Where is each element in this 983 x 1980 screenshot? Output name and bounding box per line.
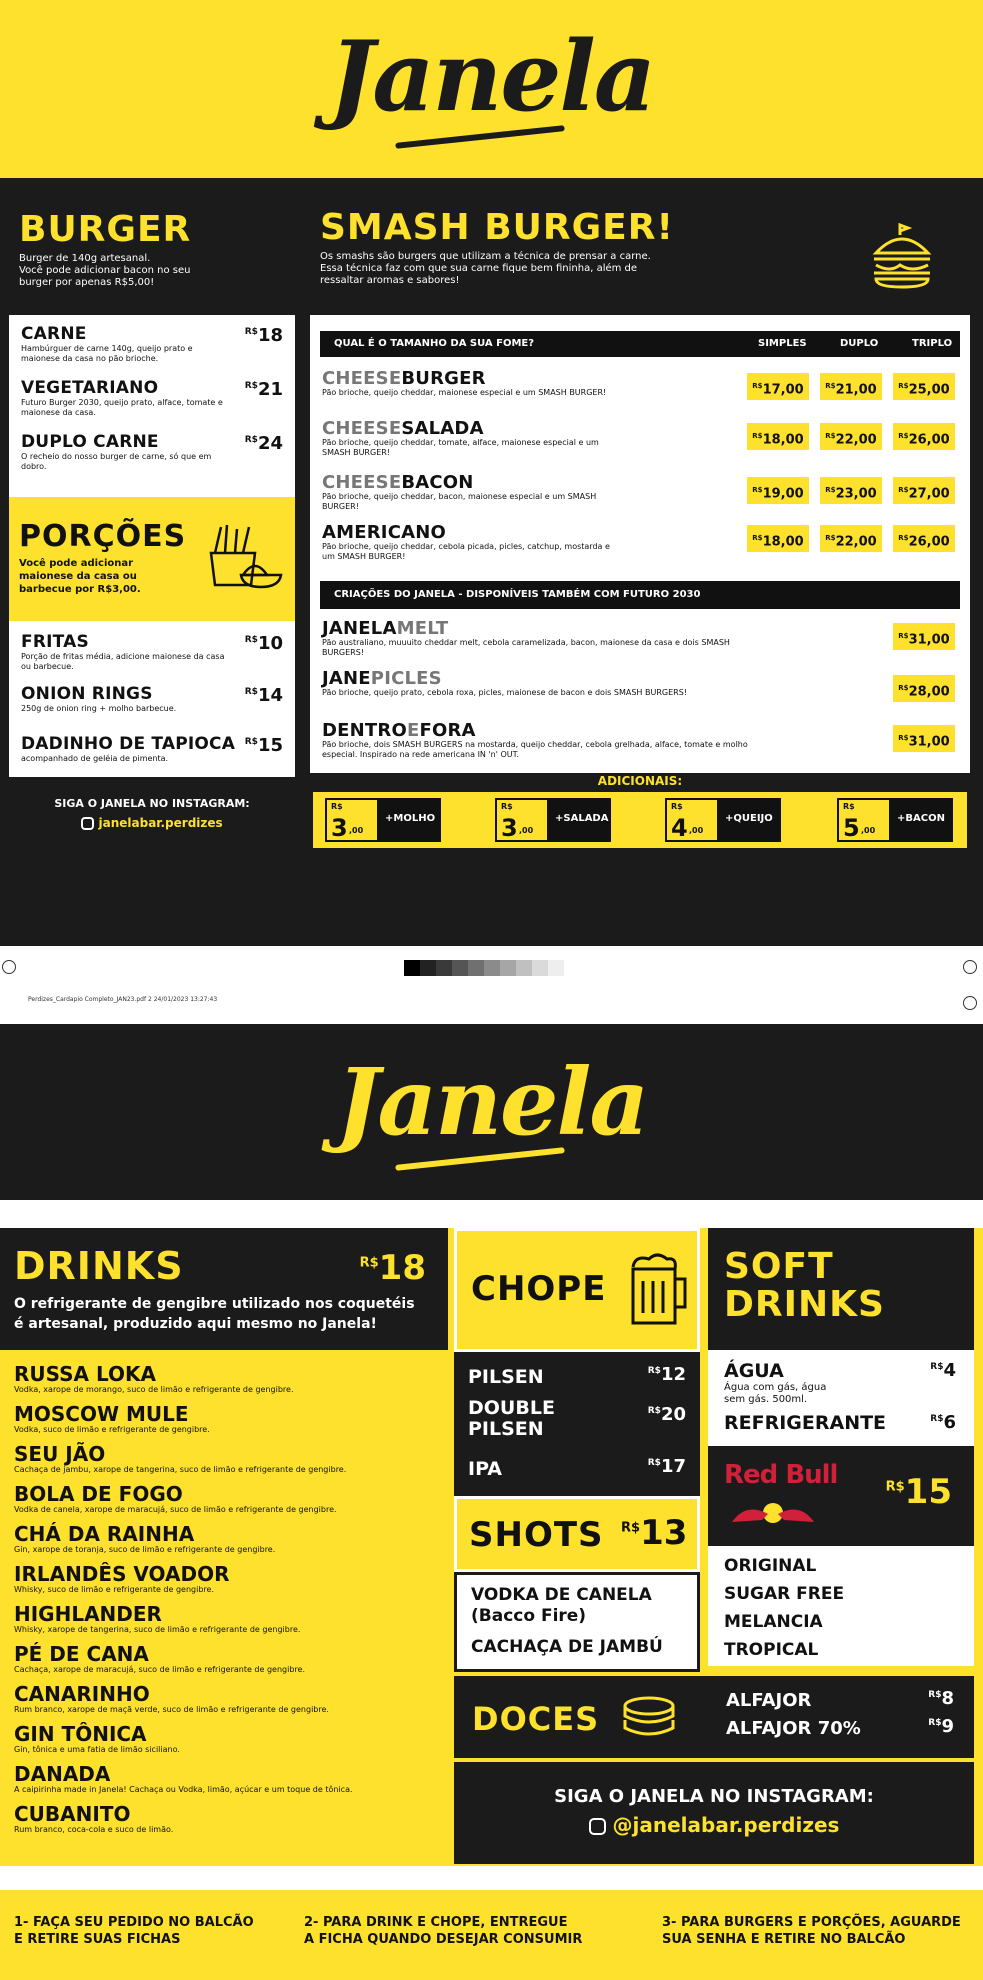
addon-molho: R$ 3 ,00 +MOLHO bbox=[325, 798, 441, 842]
price-triplo: $^{R\$}$25,00 bbox=[893, 373, 955, 400]
drinks-header bbox=[0, 1228, 448, 1350]
header-band bbox=[0, 0, 983, 178]
redbull-price: $^{R\$}$15 bbox=[885, 1472, 952, 1512]
soft-header bbox=[708, 1228, 974, 1350]
burger-desc-2: Você pode adicionar bacon no seu burger por apenas R$5,00! bbox=[19, 265, 191, 288]
header2-band bbox=[0, 1024, 983, 1200]
print-file-label: Perdizes_Cardapio Completo_JAN23.pdf 2 24/01/2023 13:27:43 bbox=[28, 996, 218, 1003]
instagram-icon bbox=[589, 1818, 606, 1835]
beer-mug-icon bbox=[627, 1251, 689, 1327]
color-swatches bbox=[404, 960, 564, 976]
instagram-label: SIGA O JANELA NO INSTAGRAM: bbox=[54, 797, 250, 810]
item-price: $^{R\$}$15 bbox=[244, 735, 283, 756]
chope-item-name: IPA bbox=[468, 1458, 502, 1480]
price-duplo: $^{R\$}$21,00 bbox=[820, 373, 882, 400]
burger-panel bbox=[9, 193, 295, 851]
step-2: 2- PARA DRINK E CHOPE, ENTREGUE A FICHA QUANDO DESEJAR CONSUMIR bbox=[304, 1915, 583, 1947]
smash-desc: Os smashs são burgers que utilizam a técnica de prensar a carne. Essa técnica faz com que sua carne fique bem fininha, além de ressaltar aromas e sabores! bbox=[320, 251, 651, 286]
chope-list bbox=[454, 1352, 700, 1496]
doces-title: DOCES bbox=[472, 1700, 600, 1738]
drink-item: GIN TÔNICA Gin, tônica e uma fatia de limão siciliano. bbox=[14, 1722, 180, 1754]
burger-title: BURGER bbox=[19, 209, 192, 250]
price-duplo: $^{R\$}$23,00 bbox=[820, 477, 882, 504]
drink-item: CHÁ DA RAINHA Gin, xarope de toranja, suco de limão e refrigerante de gengibre. bbox=[14, 1522, 276, 1554]
gap-band-2 bbox=[0, 1866, 983, 1890]
size-header-bar bbox=[320, 331, 960, 357]
price-janelamelt: $^{R\$}$31,00 bbox=[893, 623, 955, 650]
chope-item-price: $^{R\$}$17 bbox=[647, 1456, 686, 1477]
bleed-band bbox=[0, 866, 983, 946]
redbull-flavors bbox=[708, 1546, 974, 1666]
shots-price: $^{R\$}$13 bbox=[621, 1513, 688, 1553]
smash-panel bbox=[310, 193, 970, 851]
shot-item: CACHAÇA DE JAMBÚ bbox=[471, 1637, 663, 1657]
registration-mark-icon bbox=[963, 960, 977, 974]
chope-item-price: $^{R\$}$20 bbox=[647, 1404, 686, 1425]
soft-title: SOFT DRINKS bbox=[724, 1246, 885, 1325]
burger-icon bbox=[870, 221, 934, 291]
adicionais-label: ADICIONAIS: bbox=[310, 773, 970, 789]
doce-item-name: ALFAJOR 70% bbox=[726, 1718, 861, 1739]
chope-item-price: $^{R\$}$12 bbox=[647, 1364, 686, 1385]
menu-item-duplo-carne bbox=[21, 433, 283, 472]
drink-item: RUSSA LOKA Vodka, xarope de morango, suco de limão e refrigerante de gengibre. bbox=[14, 1362, 294, 1394]
item-desc: acompanhado de geléia de pimenta. bbox=[21, 754, 169, 763]
item-price: $^{R\$}$24 bbox=[244, 433, 283, 454]
doce-item-name: ALFAJOR bbox=[726, 1690, 812, 1711]
drink-item: IRLANDÊS VOADOR Whisky, suco de limão e refrigerante de gengibre. bbox=[14, 1562, 230, 1594]
addon-salada: R$ 3 ,00 +SALADA bbox=[495, 798, 611, 842]
instagram-handle-row[interactable] bbox=[9, 816, 295, 830]
instagram-box-1 bbox=[9, 777, 295, 851]
drinks-list bbox=[0, 1350, 448, 1866]
redbull-logo: Red Bull bbox=[724, 1460, 838, 1490]
drink-item: DANADA A caipirinha made in Janela! Cachaça ou Vodka, limão, açúcar e um toque de tônica. bbox=[14, 1762, 353, 1794]
doce-item-price: $^{R\$}$9 bbox=[928, 1716, 954, 1737]
criacao-dentroefora: DENTROEFORA Pão brioche, dois SMASH BURGERS na mostarda, queijo cheddar, cebola grelhada, alface, tomate e molho especial. Inspirado na rede americana IN 'n' OUT. bbox=[322, 721, 792, 760]
chope-header bbox=[454, 1228, 700, 1352]
chope-item-name: DOUBLE PILSEN bbox=[468, 1397, 555, 1440]
shots-header bbox=[454, 1496, 700, 1572]
flavor-item: MELANCIA bbox=[724, 1612, 823, 1632]
menu-item-carne bbox=[21, 325, 283, 364]
instagram-handle: janelabar.perdizes bbox=[98, 816, 223, 830]
item-name: FRITAS bbox=[21, 632, 89, 652]
instagram-handle-row[interactable] bbox=[454, 1813, 974, 1837]
addon-bacon: R$ 5 ,00 +BACON bbox=[837, 798, 953, 842]
smash-item-americano: AMERICANO Pão brioche, queijo cheddar, cebola picada, picles, catchup, mostarda e um SMASH BURGER! bbox=[322, 523, 652, 562]
flavor-item: SUGAR FREE bbox=[724, 1584, 845, 1604]
col-duplo: DUPLO bbox=[840, 338, 879, 349]
item-desc: 250g de onion ring + molho barbecue. bbox=[21, 704, 177, 713]
item-desc: Pão brioche, queijo cheddar, cebola picada, picles, catchup, mostarda e um SMASH BURGER! bbox=[322, 542, 610, 561]
janela-logo: Janela bbox=[328, 20, 655, 133]
menu-item-onion-rings bbox=[21, 685, 283, 714]
chope-item-name: PILSEN bbox=[468, 1366, 544, 1388]
col-triplo: TRIPLO bbox=[912, 338, 953, 349]
drinks-title: DRINKS bbox=[14, 1244, 184, 1288]
shots-list bbox=[454, 1572, 700, 1672]
drinks-desc: O refrigerante de gengibre utilizado nos coquetéis é artesanal, produzido aqui mesmo no Janela! bbox=[14, 1296, 415, 1332]
step-3: 3- PARA BURGERS E PORÇÕES, AGUARDE SUA SENHA E RETIRE NO BALCÃO bbox=[662, 1915, 961, 1947]
instagram-box-2 bbox=[454, 1762, 974, 1864]
shot-item: VODKA DE CANELA (Bacco Fire) bbox=[471, 1585, 652, 1626]
smash-item-cheesebacon: CHEESEBACON Pão brioche, queijo cheddar, bacon, maionese especial e um SMASH BURGER! bbox=[322, 473, 652, 512]
print-marks bbox=[0, 946, 983, 1024]
step-1: 1- FAÇA SEU PEDIDO NO BALCÃO E RETIRE SUAS FICHAS bbox=[14, 1915, 254, 1947]
smash-header bbox=[310, 193, 970, 315]
item-name: ONION RINGS bbox=[21, 684, 153, 704]
instagram-handle: @janelabar.perdizes bbox=[612, 1813, 840, 1837]
smash-title: SMASH BURGER! bbox=[320, 207, 674, 248]
registration-mark-icon bbox=[2, 960, 16, 974]
burger-desc-1: Burger de 140g artesanal. bbox=[19, 253, 151, 264]
price-triplo: $^{R\$}$27,00 bbox=[893, 477, 955, 504]
redbull-box bbox=[708, 1446, 974, 1546]
item-price: $^{R\$}$21 bbox=[244, 379, 283, 400]
porcoes-desc: Você pode adicionar maionese da casa ou barbecue por R$3,00. bbox=[19, 558, 141, 595]
item-price: $^{R\$}$10 bbox=[244, 633, 283, 654]
price-simples: $^{R\$}$18,00 bbox=[747, 525, 809, 552]
drink-item: PÉ DE CANA Cachaça, xarope de maracujá, suco de limão e refrigerante de gengibre. bbox=[14, 1642, 305, 1674]
drink-item: HIGHLANDER Whisky, xarope de tangerina, suco de limão e refrigerante de gengibre. bbox=[14, 1602, 301, 1634]
item-price: $^{R\$}$18 bbox=[244, 325, 283, 346]
drinks-price: $^{R\$}$18 bbox=[359, 1248, 426, 1288]
chope-title: CHOPE bbox=[471, 1269, 607, 1309]
instagram-label: SIGA O JANELA NO INSTAGRAM: bbox=[554, 1786, 874, 1807]
janela-logo-2: Janela bbox=[335, 1048, 648, 1156]
item-desc: Pão brioche, queijo cheddar, bacon, maionese especial e um SMASH BURGER! bbox=[322, 492, 597, 511]
soft-list bbox=[708, 1350, 974, 1446]
menu-item-dadinho bbox=[21, 735, 283, 764]
steps-band bbox=[0, 1890, 983, 1980]
criacao-janepicles: JANEPICLES Pão brioche, queijo prato, cebola roxa, picles, maionese de bacon e dois SMASH BURGERS! bbox=[322, 669, 792, 698]
size-question: QUAL É O TAMANHO DA SUA FOME? bbox=[334, 338, 535, 349]
addon-queijo: R$ 4 ,00 +QUEIJO bbox=[665, 798, 781, 842]
price-simples: $^{R\$}$19,00 bbox=[747, 477, 809, 504]
soft-item-name: REFRIGERANTE bbox=[724, 1412, 887, 1434]
gap-band bbox=[0, 1200, 983, 1228]
menu-item-vegetariano bbox=[21, 379, 283, 418]
instagram-icon bbox=[81, 817, 94, 830]
menu-item-fritas bbox=[21, 633, 283, 672]
price-simples: $^{R\$}$18,00 bbox=[747, 423, 809, 450]
item-desc: Pão australiano, muuuito cheddar melt, cebola caramelizada, bacon, maionese da casa e dois SMASH BURGERS! bbox=[322, 638, 730, 657]
drink-item: MOSCOW MULE Vodka, suco de limão e refrigerante de gengibre. bbox=[14, 1402, 210, 1434]
item-name: DUPLO CARNE bbox=[21, 432, 159, 452]
price-triplo: $^{R\$}$26,00 bbox=[893, 423, 955, 450]
porcoes-header bbox=[9, 497, 295, 621]
item-desc: Porção de fritas média, adicione maionese da casa ou barbecue. bbox=[21, 652, 225, 671]
criacoes-bar: CRIAÇÕES DO JANELA - DISPONÍVEIS TAMBÉM COM FUTURO 2030 bbox=[320, 581, 960, 609]
price-duplo: $^{R\$}$22,00 bbox=[820, 423, 882, 450]
item-desc: Pão brioche, queijo cheddar, maionese especial e um SMASH BURGER! bbox=[322, 388, 607, 397]
adicionais-strip bbox=[310, 789, 970, 851]
criacao-janelamelt: JANELAMELT Pão australiano, muuuito cheddar melt, cebola caramelizada, bacon, maionese da casa e dois SMASH BURGERS! bbox=[322, 619, 792, 658]
item-desc: Pão brioche, queijo cheddar, tomate, alface, maionese especial e um SMASH BURGER! bbox=[322, 438, 599, 457]
drink-item: CUBANITO Rum branco, coca-cola e suco de limão. bbox=[14, 1802, 174, 1834]
redbull-bulls-icon bbox=[728, 1496, 818, 1530]
soft-item-desc: Água com gás, água sem gás. 500ml. bbox=[724, 1382, 827, 1405]
smash-item-cheesesalada: CHEESESALADA Pão brioche, queijo cheddar, tomate, alface, maionese especial e um SMASH BURGER! bbox=[322, 419, 652, 458]
item-desc: O recheio do nosso burger de carne, só que em dobro. bbox=[21, 452, 212, 471]
item-price: $^{R\$}$14 bbox=[244, 685, 283, 706]
price-dentroefora: $^{R\$}$31,00 bbox=[893, 725, 955, 752]
alfajor-icon bbox=[620, 1694, 678, 1740]
price-triplo: $^{R\$}$26,00 bbox=[893, 525, 955, 552]
item-name: DADINHO DE TAPIOCA bbox=[21, 734, 236, 754]
porcoes-title: PORÇÕES bbox=[19, 519, 187, 554]
flavor-item: TROPICAL bbox=[724, 1640, 819, 1660]
doces-box bbox=[454, 1676, 974, 1758]
drink-item: SEU JÃO Cachaça de jambu, xarope de tangerina, suco de limão e refrigerante de gengibre. bbox=[14, 1442, 347, 1474]
drink-item: CANARINHO Rum branco, xarope de maçã verde, suco de limão e refrigerante de gengibre. bbox=[14, 1682, 329, 1714]
burger-header bbox=[9, 193, 295, 315]
price-janepicles: $^{R\$}$28,00 bbox=[893, 675, 955, 702]
soft-item-price: $^{R\$}$6 bbox=[930, 1412, 956, 1433]
flavor-item: ORIGINAL bbox=[724, 1556, 817, 1576]
doce-item-price: $^{R\$}$8 bbox=[928, 1688, 954, 1709]
soft-item-price: $^{R\$}$4 bbox=[930, 1360, 956, 1381]
col-simples: SIMPLES bbox=[758, 338, 807, 349]
item-name: CARNE bbox=[21, 324, 87, 344]
item-desc: Futuro Burger 2030, queijo prato, alface, tomate e maionese da casa. bbox=[21, 398, 223, 417]
registration-mark-icon bbox=[963, 996, 977, 1010]
item-desc: Pão brioche, queijo prato, cebola roxa, picles, maionese de bacon e dois SMASH BURGERS! bbox=[322, 688, 687, 697]
item-desc: Hambúrguer de carne 140g, queijo prato e maionese da casa no pão brioche. bbox=[21, 344, 193, 363]
soft-item-name: ÁGUA bbox=[724, 1360, 784, 1382]
item-name: VEGETARIANO bbox=[21, 378, 159, 398]
smash-item-cheeseburger: CHEESEBURGER Pão brioche, queijo cheddar, maionese especial e um SMASH BURGER! bbox=[322, 369, 652, 398]
fries-icon bbox=[209, 523, 283, 589]
item-desc: Pão brioche, dois SMASH BURGERS na mostarda, queijo cheddar, cebola grelhada, alface, tomate e molho especial. Inspirado na rede americana IN 'n' OUT. bbox=[322, 740, 748, 759]
shots-title: SHOTS bbox=[469, 1515, 604, 1555]
price-simples: $^{R\$}$17,00 bbox=[747, 373, 809, 400]
drink-item: BOLA DE FOGO Vodka de canela, xarope de maracujá, suco de limão e refrigerante de gengibre. bbox=[14, 1482, 337, 1514]
price-duplo: $^{R\$}$22,00 bbox=[820, 525, 882, 552]
